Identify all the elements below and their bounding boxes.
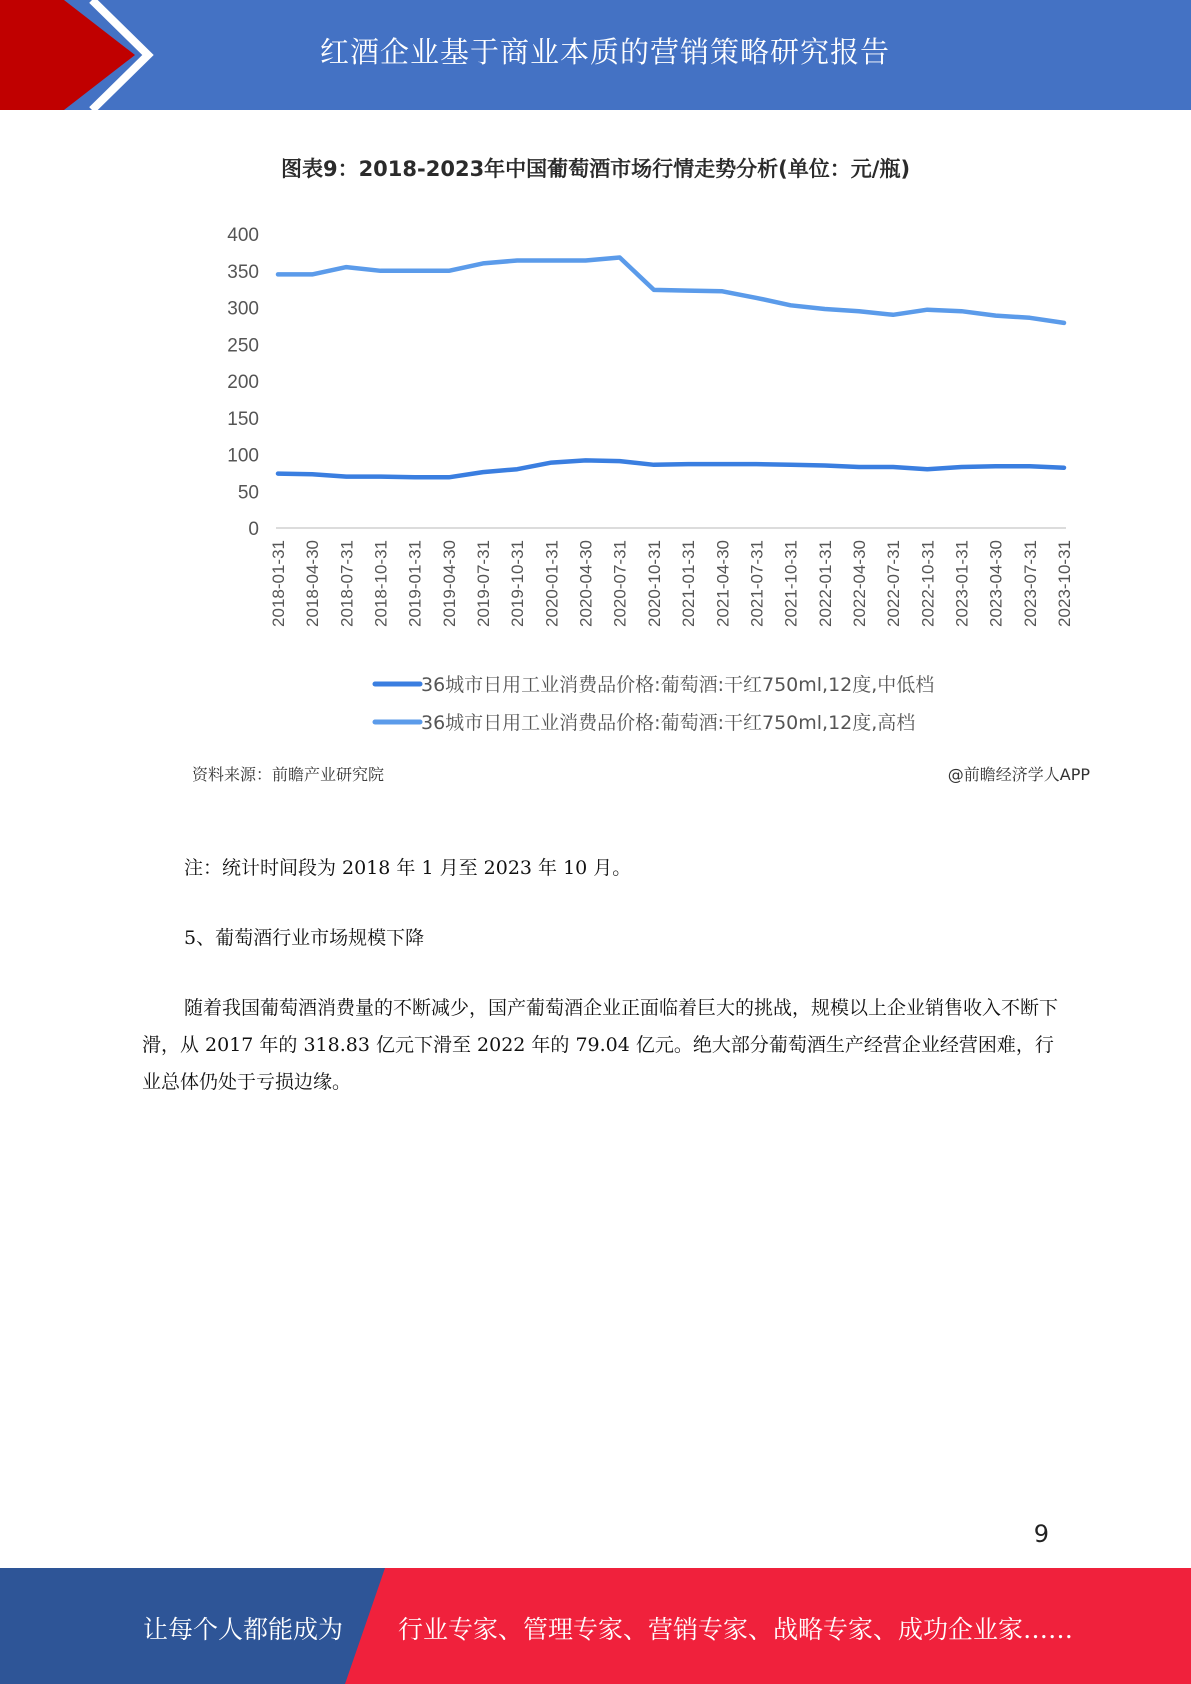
chart-credit: @前瞻经济学人APP: [947, 765, 1090, 784]
x-tick-label: 2022-01-31: [815, 540, 835, 627]
x-tick-label: 2022-04-30: [849, 540, 869, 627]
y-tick-label: 0: [248, 519, 259, 540]
x-tick-label: 2021-10-31: [781, 540, 801, 627]
section-heading: 5、葡萄酒行业市场规模下降: [184, 927, 425, 949]
x-tick-label: 2020-04-30: [576, 540, 596, 627]
x-tick-label: 2018-04-30: [303, 540, 323, 627]
body-paragraph: 随着我国葡萄酒消费量的不断减少，国产葡萄酒企业正面临着巨大的挑战，规模以上企业销售收入不断下滑，从 2017 年的 318.83 亿元下滑至 2022 年的 79.04 亿元。绝大部分葡萄酒生产经营企业经营困难，行业总体仍处于亏损边缘。: [142, 997, 1059, 1093]
series-line-mid-low: [278, 460, 1064, 477]
chart-source: 资料来源：前瞻产业研究院: [192, 765, 385, 784]
x-tick-label: 2019-07-31: [474, 540, 494, 627]
x-tick-label: 2023-01-31: [952, 540, 972, 627]
x-tick-label: 2023-07-31: [1020, 540, 1040, 627]
x-tick-label: 2021-04-30: [713, 540, 733, 627]
legend-label: 36城市日用工业消费品价格:葡萄酒:干红750ml,12度,中低档: [421, 674, 935, 696]
y-tick-label: 350: [227, 261, 259, 283]
x-tick-label: 2020-07-31: [610, 540, 630, 627]
header-red-arrow: [0, 0, 160, 110]
price-line-chart: [0, 200, 1191, 760]
y-tick-label: 100: [227, 445, 259, 467]
y-tick-label: 50: [237, 482, 259, 504]
series-line-high: [278, 258, 1064, 323]
page-footer: [0, 1568, 1191, 1684]
x-tick-label: 2022-10-31: [918, 540, 938, 627]
x-tick-label: 2020-01-31: [542, 540, 562, 627]
page-number: 9: [1033, 1520, 1049, 1548]
note-text: 注：统计时间段为 2018 年 1 月至 2023 年 10 月。: [184, 857, 632, 879]
x-tick-label: 2019-04-30: [439, 540, 459, 627]
y-tick-label: 150: [227, 408, 259, 430]
footer-slogan: 让每个人都能成为: [143, 1615, 344, 1644]
y-tick-label: 200: [227, 372, 259, 393]
y-tick-label: 400: [227, 225, 259, 246]
x-tick-label: 2018-01-31: [269, 540, 288, 627]
x-tick-label: 2019-10-31: [508, 540, 528, 627]
x-tick-label: 2019-01-31: [405, 540, 425, 627]
y-tick-label: 300: [227, 298, 259, 320]
x-tick-label: 2018-10-31: [371, 540, 391, 627]
x-tick-label: 2022-07-31: [884, 540, 904, 627]
legend-label: 36城市日用工业消费品价格:葡萄酒:干红750ml,12度,高档: [421, 712, 916, 734]
page-header: [0, 0, 1191, 110]
report-title: 红酒企业基于商业本质的营销策略研究报告: [320, 35, 891, 69]
x-tick-label: 2021-01-31: [679, 540, 699, 627]
x-tick-label: 2020-10-31: [644, 540, 664, 627]
footer-roles: 行业专家、管理专家、营销专家、战略专家、成功企业家……: [398, 1615, 1074, 1644]
chart-title: 图表9：2018-2023年中国葡萄酒市场行情走势分析(单位：元/瓶): [280, 157, 911, 181]
x-tick-label: 2021-07-31: [747, 540, 767, 627]
y-tick-label: 250: [227, 335, 259, 357]
x-tick-label: 2023-10-31: [1055, 540, 1074, 627]
x-tick-label: 2023-04-30: [986, 539, 1006, 627]
x-tick-label: 2018-07-31: [337, 540, 357, 627]
